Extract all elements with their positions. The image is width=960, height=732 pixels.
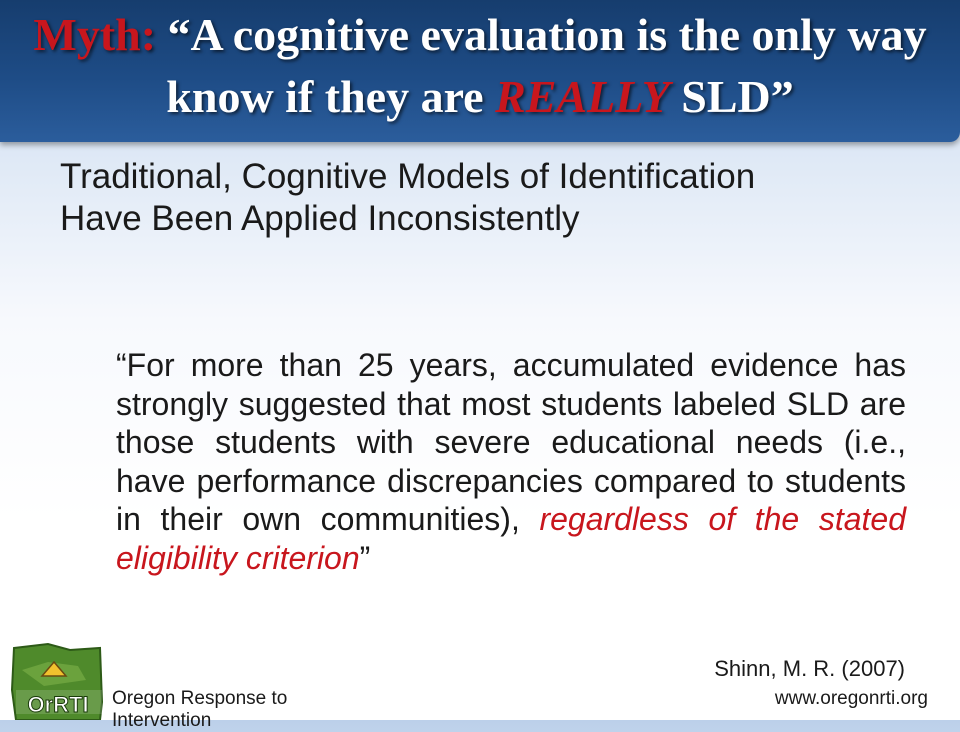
quote-block [116,346,906,577]
footer-org-line2: Intervention [112,710,212,731]
orrti-logo [8,640,106,720]
quote-close: ” [359,539,371,576]
slide-title [20,4,940,128]
quote-emphasis: regardless of the stated eligibility criterion [116,501,907,576]
title-bar [0,0,960,142]
slide-heading: Traditional, Cognitive Models of Identification Have Been Applied Inconsistently [60,157,756,238]
logo-text: OrRTI [27,692,89,717]
title-text-part1: “A cognitive evaluation is the only way know if they are [156,9,927,122]
title-myth-label: Myth: [33,9,157,60]
title-text-part2: SLD” [669,71,794,122]
citation: Shinn, M. R. (2007) [714,656,905,681]
quote-main: “For more than 25 years, accumulated evidence has strongly suggested that most students labeled SLD are those students with severe educational needs (i.e., have performance discrepancies compared to students in their own communities), [116,347,906,537]
oregon-map-icon [8,640,106,720]
footer-org-line1: Oregon Response to [112,688,288,709]
title-emphasis: REALLY [495,71,670,122]
footer-website: www.oregonrti.org [774,688,928,709]
